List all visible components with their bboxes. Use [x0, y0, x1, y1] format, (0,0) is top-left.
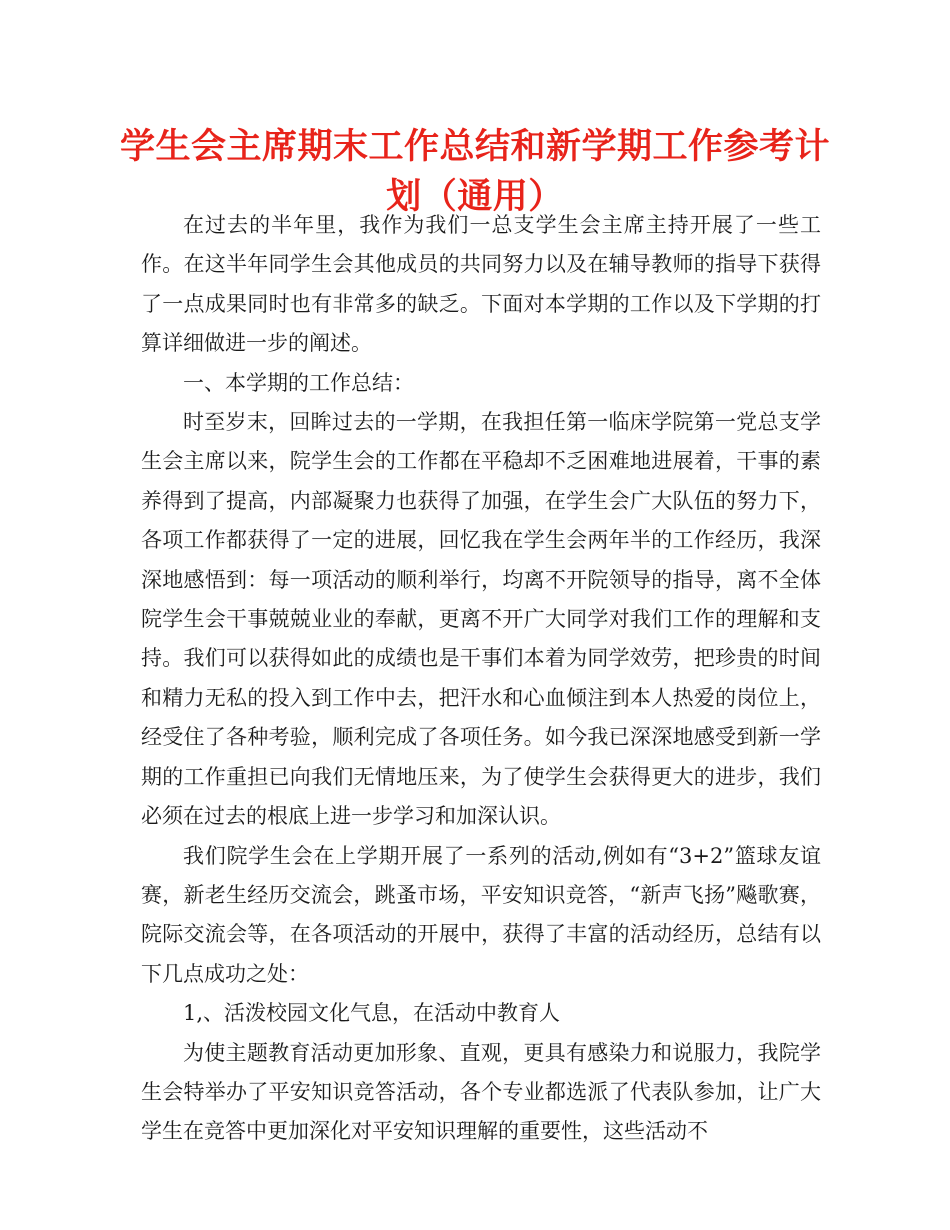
- paragraph-intro: 在过去的半年里，我作为我们一总支学生会主席主持开展了一些工作。在这半年同学生会其他成员的共同努力以及在辅导教师的指导下获得了一点成果同时也有非常多的缺乏。下面对本学期的工作以及下学期的打算详细做进一步的阐述。: [141, 213, 821, 356]
- paragraph-safety-quiz: 为使主题教育活动更加形象、直观，更具有感染力和说服力，我院学生会特举办了平安知识竞答活动，各个专业都选派了代表队参加，让广大学生在竞答中更加深化对平安知识理解的重要性，这些活动不: [141, 1040, 821, 1144]
- section-heading-summary: 一、本学期的工作总结：: [183, 370, 414, 395]
- paragraph-activities: 我们院学生会在上学期开展了一系列的活动,例如有“3+2”篮球友谊赛，新老生经历交流会，跳蚤市场，平安知识竞答，“新声飞扬”飚歌赛，院际交流会等，在各项活动的开展中，获得了丰富的活动经历，总结有以下几点成功之处：: [141, 843, 821, 986]
- subheading-campus-culture: 1,、活泼校园文化气息，在活动中教育人: [183, 1001, 561, 1026]
- paragraph-summary: 时至岁末，回眸过去的一学期，在我担任第一临床学院第一党总支学生会主席以来，院学生会的工作都在平稳却不乏困难地进展着，干事的素养得到了提高，内部凝聚力也获得了加强，在学生会广大队伍的努力下，各项工作都获得了一定的进展，回忆我在学生会两年半的工作经历，我深深地感悟到：每一项活动的顺利举行，均离不开院领导的指导，离不全体院学生会干事兢兢业业的奉献，更离不开广大同学对我们工作的理解和支持。我们可以获得如此的成绩也是干事们本着为同学效劳，把珍贵的时间和精力无私的投入到工作中去，把汗水和心血倾注到本人热爱的岗位上，经受住了各种考验，顺利完成了各项任务。如今我已深深地感受到新一学期的工作重担已向我们无情地压来，为了使学生会获得更大的进步，我们必须在过去的根底上进一步学习和加深认识。: [141, 410, 821, 829]
- document-title: 学生会主席期末工作总结和新学期工作参考计划（通用）: [119, 127, 830, 217]
- document-body: [141, 206, 821, 1152]
